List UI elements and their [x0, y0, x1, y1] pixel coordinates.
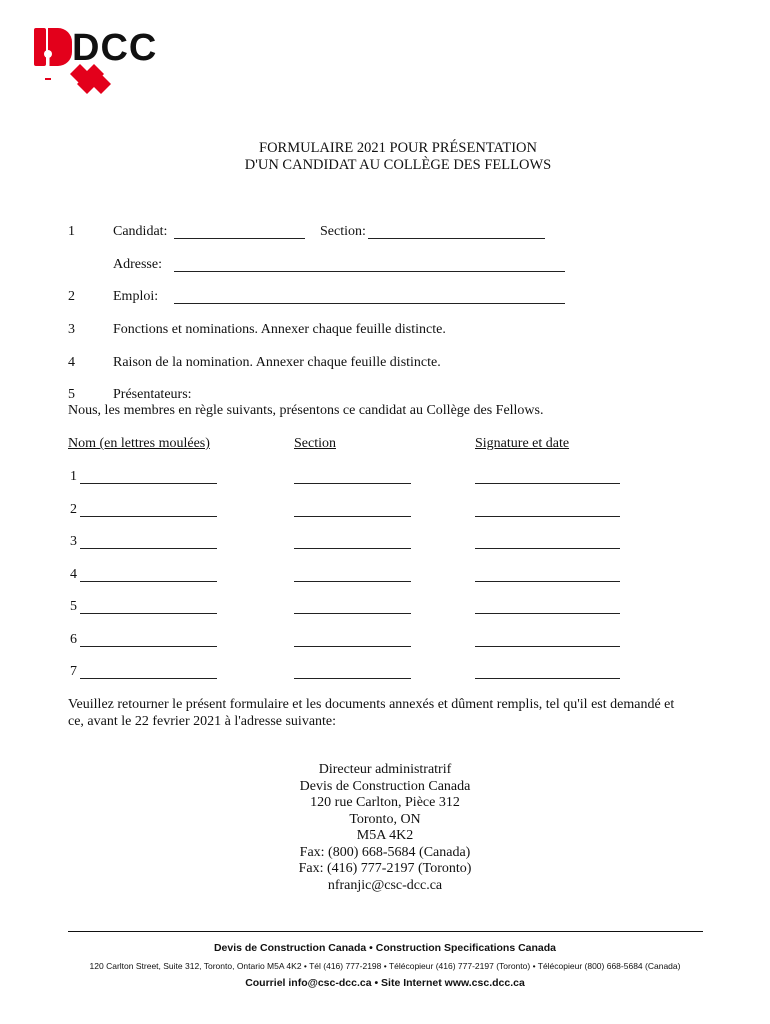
address-line: Directeur administratrif	[318, 762, 452, 777]
presenter-signature-field[interactable]	[475, 678, 620, 679]
item-number: 5	[68, 387, 75, 402]
adresse-field[interactable]	[174, 271, 565, 272]
item-number: 1	[68, 224, 75, 239]
presenter-row-number: 4	[70, 567, 77, 582]
raison-text: Raison de la nomination. Annexer chaque feuille distincte.	[113, 355, 441, 370]
presenter-signature-field[interactable]	[475, 516, 620, 517]
address-line: Devis de Construction Canada	[299, 779, 471, 794]
item-number: 4	[68, 355, 75, 370]
candidat-label: Candidat:	[113, 224, 168, 239]
address-line: 120 rue Carlton, Pièce 312	[310, 795, 460, 810]
presenter-name-field[interactable]	[80, 613, 217, 614]
address-line: Fax: (416) 777-2197 (Toronto)	[298, 861, 472, 876]
presenter-signature-field[interactable]	[475, 581, 620, 582]
dcc-logo	[30, 22, 190, 100]
footer-contact: 120 Carlton Street, Suite 312, Toronto, Ontario M5A 4K2 • Tél (416) 777-2198 • Télécopieur (416) 777-2197 (Toronto) • Télécopieur (800) 668-5684 (Canada)	[89, 961, 681, 971]
presenter-name-field[interactable]	[80, 646, 217, 647]
address-line: nfranjic@csc-dcc.ca	[327, 878, 443, 893]
presenter-row-number: 1	[70, 469, 77, 484]
presenter-section-field[interactable]	[294, 516, 411, 517]
footer-web: Courriel info@csc-dcc.ca • Site Internet www.csc.dcc.ca	[245, 977, 525, 989]
emploi-label: Emploi:	[113, 289, 159, 304]
footer-organization: Devis de Construction Canada • Construction Specifications Canada	[213, 942, 557, 954]
address-line: M5A 4K2	[356, 828, 414, 843]
presenter-name-field[interactable]	[80, 483, 217, 484]
fonctions-text: Fonctions et nominations. Annexer chaque feuille distincte.	[113, 322, 446, 337]
presenter-name-field[interactable]	[80, 548, 217, 549]
address-line: Fax: (800) 668-5684 (Canada)	[299, 845, 471, 860]
presenter-row-number: 5	[70, 599, 77, 614]
section-label: Section:	[320, 224, 366, 239]
presenter-section-field[interactable]	[294, 613, 411, 614]
presenter-section-field[interactable]	[294, 483, 411, 484]
presenter-section-field[interactable]	[294, 581, 411, 582]
presenter-row-number: 7	[70, 664, 77, 679]
presenter-name-field[interactable]	[80, 581, 217, 582]
instructions-line1: Veuillez retourner le présent formulaire et les documents annexés et dûment remplis, tel qu'il est demandé et	[68, 697, 675, 712]
section-field[interactable]	[368, 238, 545, 239]
item-number: 2	[68, 289, 75, 304]
presenter-section-field[interactable]	[294, 678, 411, 679]
presentateurs-heading: Présentateurs:	[113, 387, 192, 402]
form-title-line2: D'UN CANDIDAT AU COLLÈGE DES FELLOWS	[244, 157, 552, 173]
emploi-field[interactable]	[174, 303, 565, 304]
presenter-section-field[interactable]	[294, 646, 411, 647]
footer-divider	[68, 931, 703, 932]
presenter-row-number: 6	[70, 632, 77, 647]
instructions-line2: ce, avant le 22 fevrier 2021 à l'adresse suivante:	[68, 714, 337, 729]
presenter-signature-field[interactable]	[475, 646, 620, 647]
presentateurs-intro: Nous, les membres en règle suivants, présentons ce candidat au Collège des Fellows.	[68, 403, 544, 418]
presenter-name-field[interactable]	[80, 516, 217, 517]
logo-text: DCC	[72, 27, 158, 69]
column-header-name: Nom (en lettres moulées)	[68, 436, 210, 451]
candidat-field[interactable]	[174, 238, 305, 239]
presenter-row-number: 2	[70, 502, 77, 517]
presenter-name-field[interactable]	[80, 678, 217, 679]
presenter-signature-field[interactable]	[475, 548, 620, 549]
adresse-label: Adresse:	[113, 257, 162, 272]
address-line: Toronto, ON	[349, 812, 421, 827]
presenter-signature-field[interactable]	[475, 483, 620, 484]
column-header-signature: Signature et date	[475, 436, 570, 451]
presenter-signature-field[interactable]	[475, 613, 620, 614]
presenter-row-number: 3	[70, 534, 77, 549]
column-header-section: Section	[294, 436, 336, 451]
item-number: 3	[68, 322, 75, 337]
form-title-line1: FORMULAIRE 2021 POUR PRÉSENTATION	[259, 140, 537, 156]
presenter-section-field[interactable]	[294, 548, 411, 549]
